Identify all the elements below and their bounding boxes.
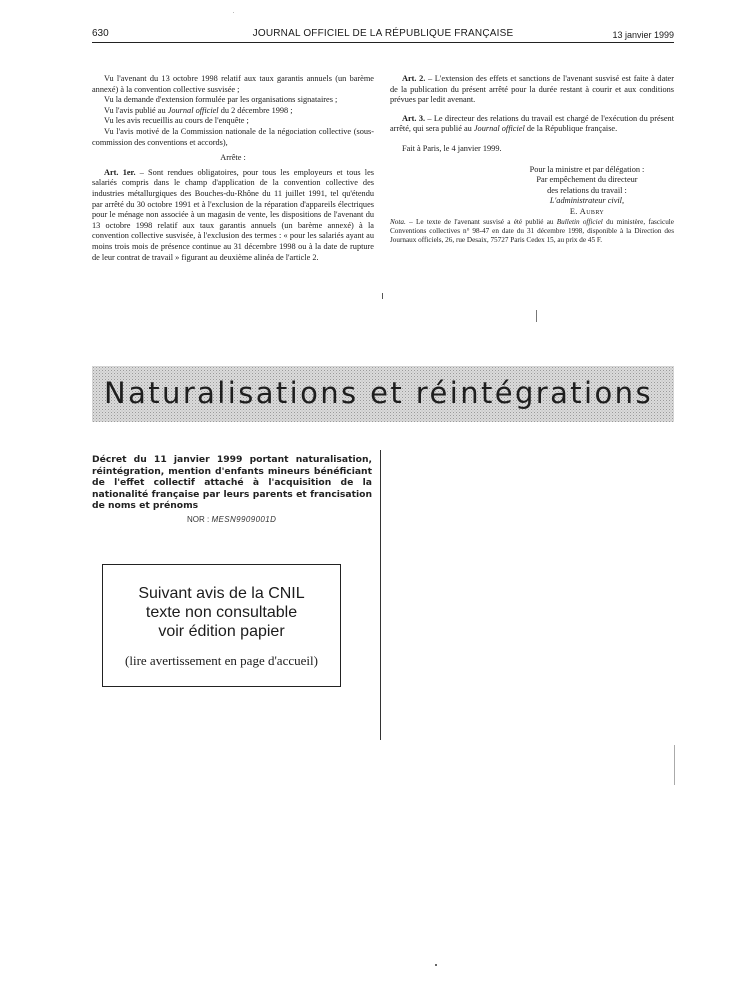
section-banner — [92, 366, 674, 422]
header-rule — [92, 42, 674, 43]
vu-avis-motive-paragraph: Vu l'avis motivé de la Commission nationale de la négociation collective (sous-commission des conventions et accords), — [92, 126, 374, 147]
scan-speck — [233, 12, 234, 13]
cnil-warning-line: (lire avertissement en page d'accueil) — [125, 653, 318, 668]
signature-place-date: Fait à Paris, le 4 janvier 1999. — [402, 143, 502, 153]
signature-line: des relations du travail : — [547, 185, 627, 195]
cnil-notice-line: texte non consultable — [145, 604, 298, 621]
journal-officiel-ref: Journal officiel — [473, 124, 525, 134]
vu-demande-paragraph: Vu la demande d'extension formulée par les organisations signataires ; — [104, 95, 338, 105]
article-3: Art. 3. – Le directeur des relations du travail est chargé de l'exécution du présent arrêté, qui sera publié au Journal officiel de la République française. — [390, 113, 675, 134]
issue-date: 13 janvier 1999 — [612, 30, 674, 40]
article-1: Art. 1er. – Sont rendues obligatoires, pour tous les employeurs et tous les salariés compris dans le champ d'application de la convention collective des industries métallurgiques des Bouches-du-Rhône du 11 juillet 1991, tel qu'étendu par arrêté du 30 octobre 1991 et à l'exclusion de la réparation d'appareils électriques pour le ménage non associée à un magasin de vente, les dispositions de l'avenant du 13 octobre 1998 relatif aux taux garantis annuels (un barème annexé) à la convention collective susvisée, à l'exclusion des termes : « pour les salariés ayant au moins trois mois de présence continue au 31 décembre 1998 ou à la date de rupture de leur contrat de travail » figurant au deuxième alinéa de l'article 2. — [92, 167, 374, 262]
nor-code: MESN9909001D — [211, 515, 277, 524]
nor-label: NOR : — [187, 515, 210, 524]
cnil-notice-line: voir édition papier — [158, 623, 285, 640]
journal-title: JOURNAL OFFICIEL DE LA RÉPUBLIQUE FRANÇAISE — [252, 28, 514, 39]
page-number: 630 — [92, 28, 109, 39]
right-column — [390, 74, 674, 245]
signature-line: Par empêchement du directeur — [536, 175, 638, 185]
cnil-notice-box — [102, 564, 341, 687]
left-column — [92, 74, 374, 263]
column-end-mark — [536, 310, 537, 322]
journal-officiel-ref: Journal officiel — [167, 105, 219, 115]
bulletin-officiel-ref: Bulletin officiel — [556, 217, 603, 226]
article-3-label: Art. 3. — [402, 113, 426, 123]
article-2-label: Art. 2. — [402, 74, 426, 83]
decree-title: Décret du 11 janvier 1999 portant naturalisation, réintégration, mention d'enfants mineurs bénéficiant de l'effet collectif attaché à l'acquisition de la nationalité française par leurs parents et francisation de noms et prénoms — [92, 454, 372, 512]
cnil-notice-line: Suivant avis de la CNIL — [138, 585, 305, 602]
article-1-label: Art. 1er. — [104, 167, 136, 177]
article-2: Art. 2. – L'extension des effets et sanctions de l'avenant susvisé est faite à dater de la publication du présent arrêté pour la durée restant à courir et aux conditions prévues par ledit avenant. — [390, 74, 674, 105]
scan-mark — [674, 745, 675, 785]
vu-avis-paragraph: Vu l'avis publié au Journal officiel du 2 décembre 1998 ; — [104, 105, 293, 115]
vu-avis-recueillis-paragraph: Vu les avis recueillis au cours de l'enquête ; — [104, 116, 249, 126]
section-title: Naturalisations et réintégrations — [104, 376, 653, 410]
signature-block — [390, 165, 674, 218]
page-header — [92, 26, 674, 42]
nor-reference — [187, 515, 337, 524]
signatory-name: E. Aubry — [569, 206, 605, 216]
column-rule — [380, 450, 381, 740]
signature-title: L'administrateur civil, — [549, 196, 625, 206]
nota-label: Nota. — [390, 217, 406, 226]
column-separator-mark — [382, 293, 383, 299]
scan-speck — [435, 964, 437, 966]
nota-paragraph: Nota. – Le texte de l'avenant susvisé a été publié au Bulletin officiel du ministère, fascicule Conventions collectives n° 98-47 en date du 31 décembre 1998, disponible à la Direction des Journaux officiels, 26, rue Desaix, 75727 Paris Cedex 15, au prix de 45 F. — [390, 217, 674, 244]
signature-line: Pour la ministre et par délégation : — [529, 164, 645, 174]
arrete-heading: Arrête : — [220, 153, 246, 163]
vu-avenant-paragraph: Vu l'avenant du 13 octobre 1998 relatif aux taux garantis annuels (un barème annexé) à la convention collective susvisée ; — [92, 74, 374, 94]
